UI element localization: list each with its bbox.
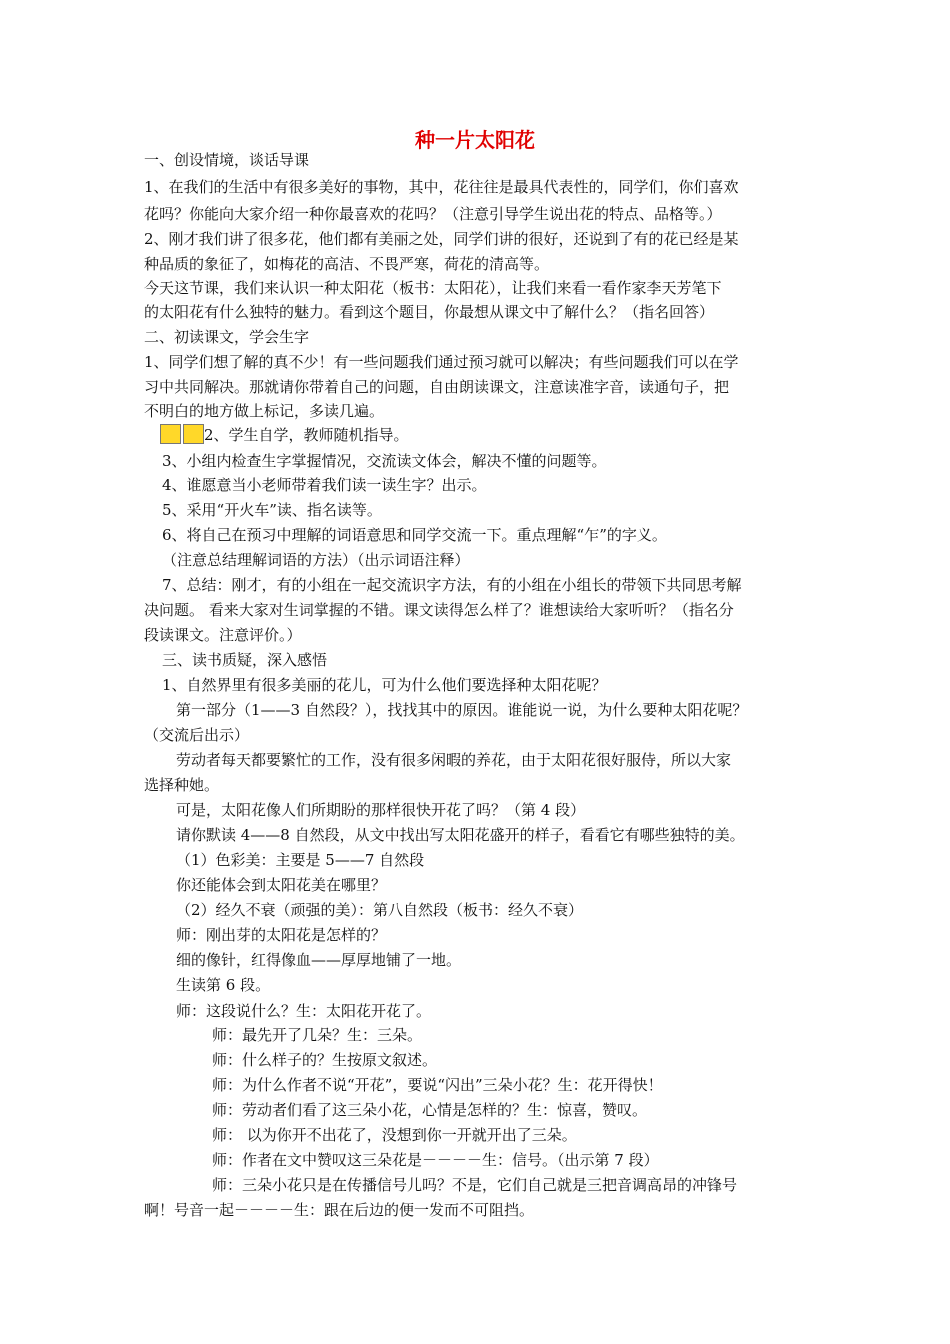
paragraph-line: 师：这段说什么？生：太阳花开花了。 xyxy=(176,1002,432,1020)
paragraph-line: 请你默读 4——8 自然段，从文中找出写太阳花盛开的样子，看看它有哪些独特的美。 xyxy=(176,826,745,844)
section-heading: 一、创设情境，谈话导课 xyxy=(144,151,310,169)
paragraph-line: 4、谁愿意当小老师带着我们读一读生字？出示。 xyxy=(162,476,487,494)
paragraph-line: 第一部分（1——3 自然段？），找找其中的原因。谁能说一说，为什么要种太阳花呢？ xyxy=(176,701,748,719)
section-heading: 二、初读课文，学会生字 xyxy=(144,328,310,346)
paragraph-line: 花吗？你能向大家介绍一种你最喜欢的花吗？（注意引导学生说出花的特点、品格等。） xyxy=(144,205,722,223)
paragraph-line: 6、将自己在预习中理解的词语意思和同学交流一下。重点理解“乍”的字义。 xyxy=(162,526,667,544)
pencil-icon xyxy=(160,424,204,444)
paragraph-line: 劳动者每天都要繁忙的工作，没有很多闲暇的养花，由于太阳花很好服侍，所以大家 xyxy=(176,751,732,769)
paragraph-line: 师：作者在文中赞叹这三朵花是－－－－生：信号。（出示第 7 段） xyxy=(212,1151,659,1169)
paragraph-line: 1、同学们想了解的真不少！有一些问题我们通过预习就可以解决；有些问题我们可以在学 xyxy=(144,353,739,371)
paragraph-line: （1）色彩美：主要是 5——7 自然段 xyxy=(176,851,425,869)
paragraph-line: 习中共同解决。那就请你带着自己的问题，自由朗读课文，注意读准字音，读通句子，把 xyxy=(144,378,730,396)
paragraph-line: 细的像针，红得像血——厚厚地铺了一地。 xyxy=(176,951,462,969)
paragraph-line: 1、在我们的生活中有很多美好的事物，其中，花往往是最具代表性的，同学们，你们喜欢 xyxy=(144,178,739,196)
paragraph-line: 今天这节课，我们来认识一种太阳花（板书：太阳花），让我们来看一看作家李天芳笔下 xyxy=(144,279,722,297)
paragraph-line: 2、刚才我们讲了很多花，他们都有美丽之处，同学们讲的很好，还说到了有的花已经是某 xyxy=(144,230,739,248)
paragraph-line: （交流后出示） xyxy=(144,726,250,744)
paragraph-line: 啊！号音一起－－－－生：跟在后边的便一发而不可阻挡。 xyxy=(144,1201,535,1219)
paragraph-line: 决问题。 看来大家对生词掌握的不错。课文读得怎么样了？谁想读给大家听听？（指名分 xyxy=(144,601,734,619)
paragraph-line: 7、总结：刚才，有的小组在一起交流识字方法，有的小组在小组长的带领下共同思考解 xyxy=(162,576,742,594)
paragraph-line: 师：最先开了几朵？生：三朵。 xyxy=(212,1026,423,1044)
paragraph-line: 5、采用“开火车”读、指名读等。 xyxy=(162,501,382,519)
paragraph-line: 可是，太阳花像人们所期盼的那样很快开花了吗？（第 4 段） xyxy=(176,801,586,819)
page-title: 种一片太阳花 xyxy=(415,128,535,152)
paragraph-line: 师：劳动者们看了这三朵小花，心情是怎样的？生：惊喜，赞叹。 xyxy=(212,1101,648,1119)
paragraph-line: 师：三朵小花只是在传播信号儿吗？不是，它们自己就是三把音调高昂的冲锋号 xyxy=(212,1176,738,1194)
paragraph-line: 的太阳花有什么独特的魅力。看到这个题目，你最想从课文中了解什么？（指名回答） xyxy=(144,303,715,321)
paragraph-line: 师：什么样子的？生按原文叙述。 xyxy=(212,1051,438,1069)
section-heading: 三、读书质疑，深入感悟 xyxy=(162,651,328,669)
paragraph-line: 不明白的地方做上标记，多读几遍。 xyxy=(144,402,385,420)
paragraph-line: 种品质的象征了，如梅花的高洁、不畏严寒，荷花的清高等。 xyxy=(144,255,550,273)
paragraph-line: 2、学生自学，教师随机指导。 xyxy=(204,426,409,444)
paragraph-line: 3、小组内检查生字掌握情况，交流读文体会，解决不懂的问题等。 xyxy=(162,452,607,470)
paragraph-line: 生读第 6 段。 xyxy=(176,976,271,994)
paragraph-line: （2）经久不衰（顽强的美）：第八自然段（板书：经久不衰） xyxy=(176,901,584,919)
paragraph-line: 师：刚出芽的太阳花是怎样的？ xyxy=(176,926,387,944)
paragraph-line: 选择种她。 xyxy=(144,776,220,794)
paragraph-line: 师：为什么作者不说“开花”，要说“闪出”三朵小花？生：花开得快！ xyxy=(212,1076,663,1094)
paragraph-line: 段读课文。注意评价。） xyxy=(144,626,302,644)
paragraph-line: 1、自然界里有很多美丽的花儿，可为什么他们要选择种太阳花呢？ xyxy=(162,676,607,694)
paragraph-line: （注意总结理解词语的方法）（出示词语注释） xyxy=(162,551,470,569)
paragraph-line: 你还能体会到太阳花美在哪里？ xyxy=(176,876,387,894)
paragraph-line: 师： 以为你开不出花了，没想到你一开就开出了三朵。 xyxy=(212,1126,577,1144)
